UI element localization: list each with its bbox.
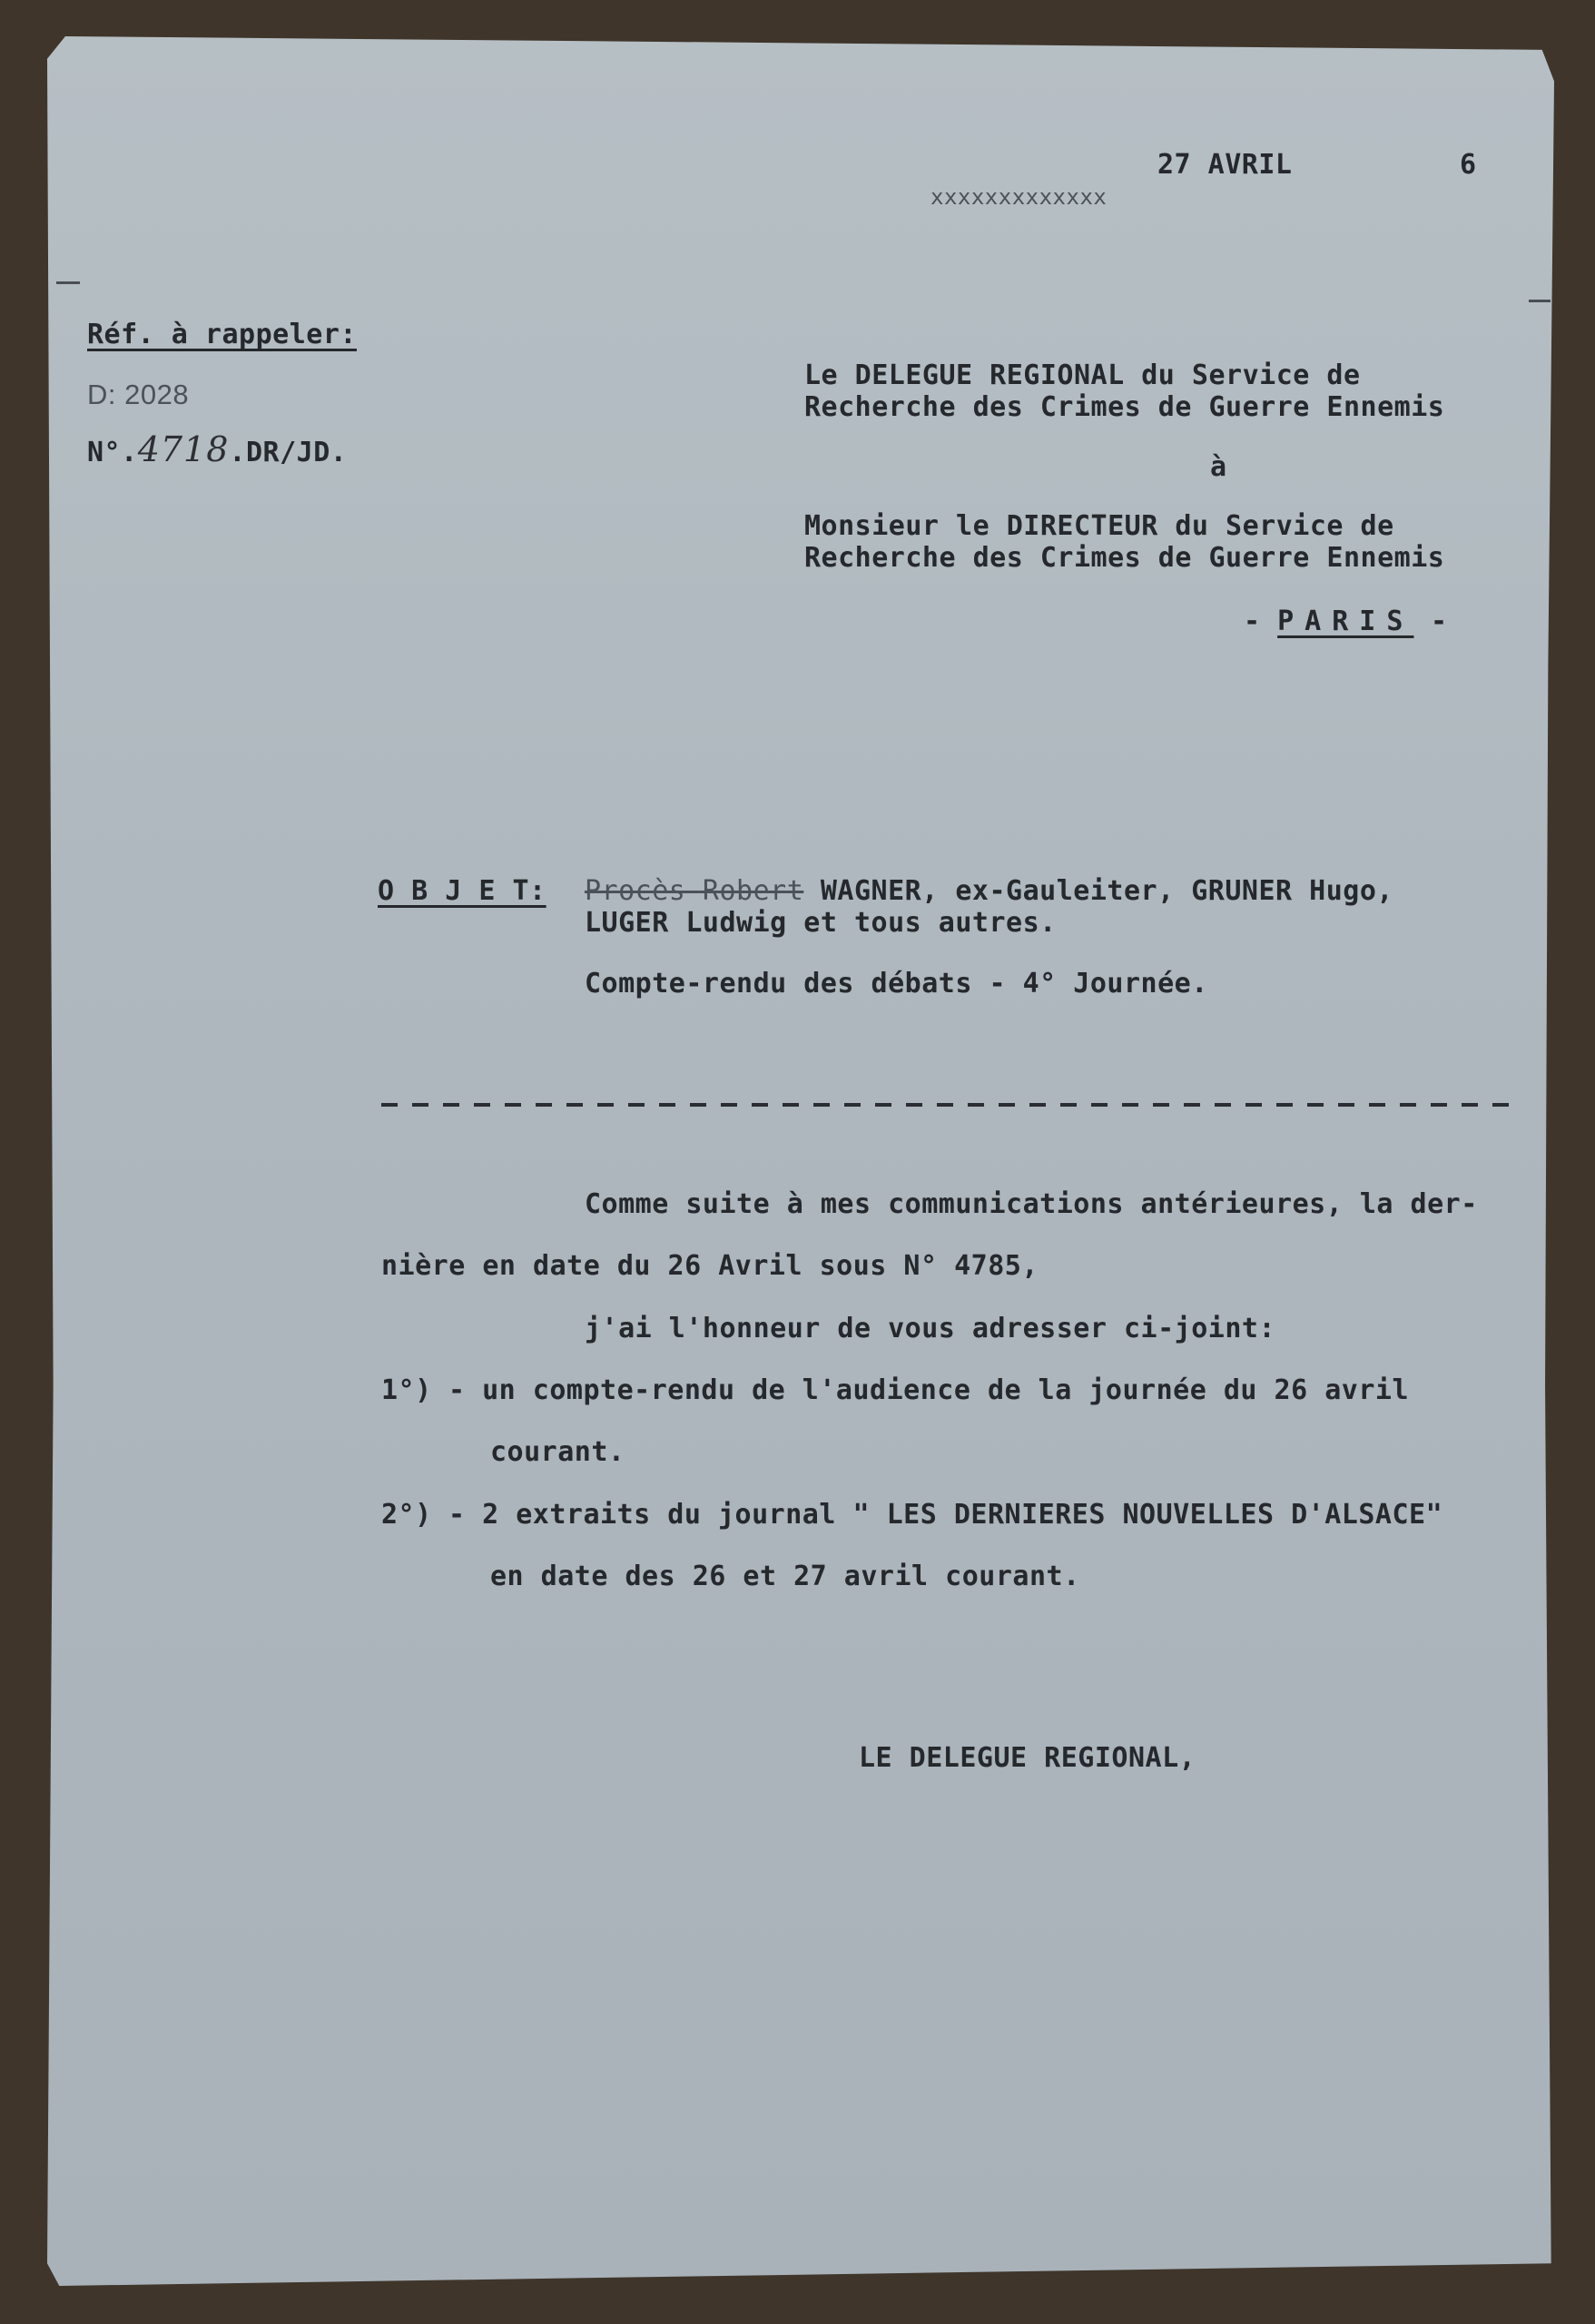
signature-title: LE DELEGUE REGIONAL,	[859, 1742, 1196, 1774]
subject-struck-text: Procès Robert	[585, 875, 804, 907]
item-2-line-2: en date des 26 et 27 avril courant.	[490, 1561, 1080, 1592]
margin-mark	[1529, 300, 1551, 302]
item-1-line-1: - un compte-rendu de l'audience de la journée du 26 avril	[448, 1374, 1410, 1406]
item-1-line-2: courant.	[490, 1436, 625, 1468]
struck-out-text: xxxxxxxxxxxxx	[930, 184, 1108, 210]
margin-mark	[56, 281, 80, 284]
header-date: 27 AVRIL	[1157, 149, 1293, 181]
subject-label: O B J E T:	[378, 875, 546, 907]
sender-line-1: Le DELEGUE REGIONAL du Service de	[804, 359, 1361, 391]
recipient-line-2: Recherche des Crimes de Guerre Ennemis	[804, 542, 1445, 574]
recipient-city-name: PARIS	[1277, 606, 1414, 637]
subject-line-3: Compte-rendu des débats - 4° Journée.	[585, 968, 1208, 1000]
item-2-line-1: - 2 extraits du journal " LES DERNIERES NOUVELLES D'ALSACE"	[448, 1499, 1443, 1531]
reference-d-number: D: 2028	[87, 379, 190, 410]
reference-label: Réf. à rappeler:	[87, 319, 357, 350]
body-line-2: nière en date du 26 Avril sous N° 4785,	[381, 1250, 1039, 1282]
body-line-3: j'ai l'honneur de vous adresser ci-joint:	[585, 1313, 1276, 1344]
page-number: 6	[1460, 149, 1477, 181]
recipient-line-1: Monsieur le DIRECTEUR du Service de	[804, 510, 1394, 542]
separator-dashed-line	[381, 1103, 1514, 1107]
reference-no-suffix: .DR/JD.	[229, 437, 348, 468]
reference-number	[87, 429, 348, 469]
subject-line-2: LUGER Ludwig et tous autres.	[585, 907, 1057, 939]
item-1-number: 1°)	[381, 1374, 432, 1406]
body-line-1: Comme suite à mes communications antérieures, la der-	[585, 1188, 1478, 1220]
reference-no-prefix: N°.	[87, 437, 138, 468]
subject-line-1: Procès Robert WAGNER, ex-Gauleiter, GRUNER Hugo,	[585, 875, 1393, 907]
to-word: à	[1210, 451, 1227, 483]
sender-line-2: Recherche des Crimes de Guerre Ennemis	[804, 391, 1445, 423]
reference-handwritten-number: 4718	[137, 429, 230, 469]
recipient-city: - PARIS -	[1244, 606, 1448, 637]
item-2-number: 2°)	[381, 1499, 432, 1531]
